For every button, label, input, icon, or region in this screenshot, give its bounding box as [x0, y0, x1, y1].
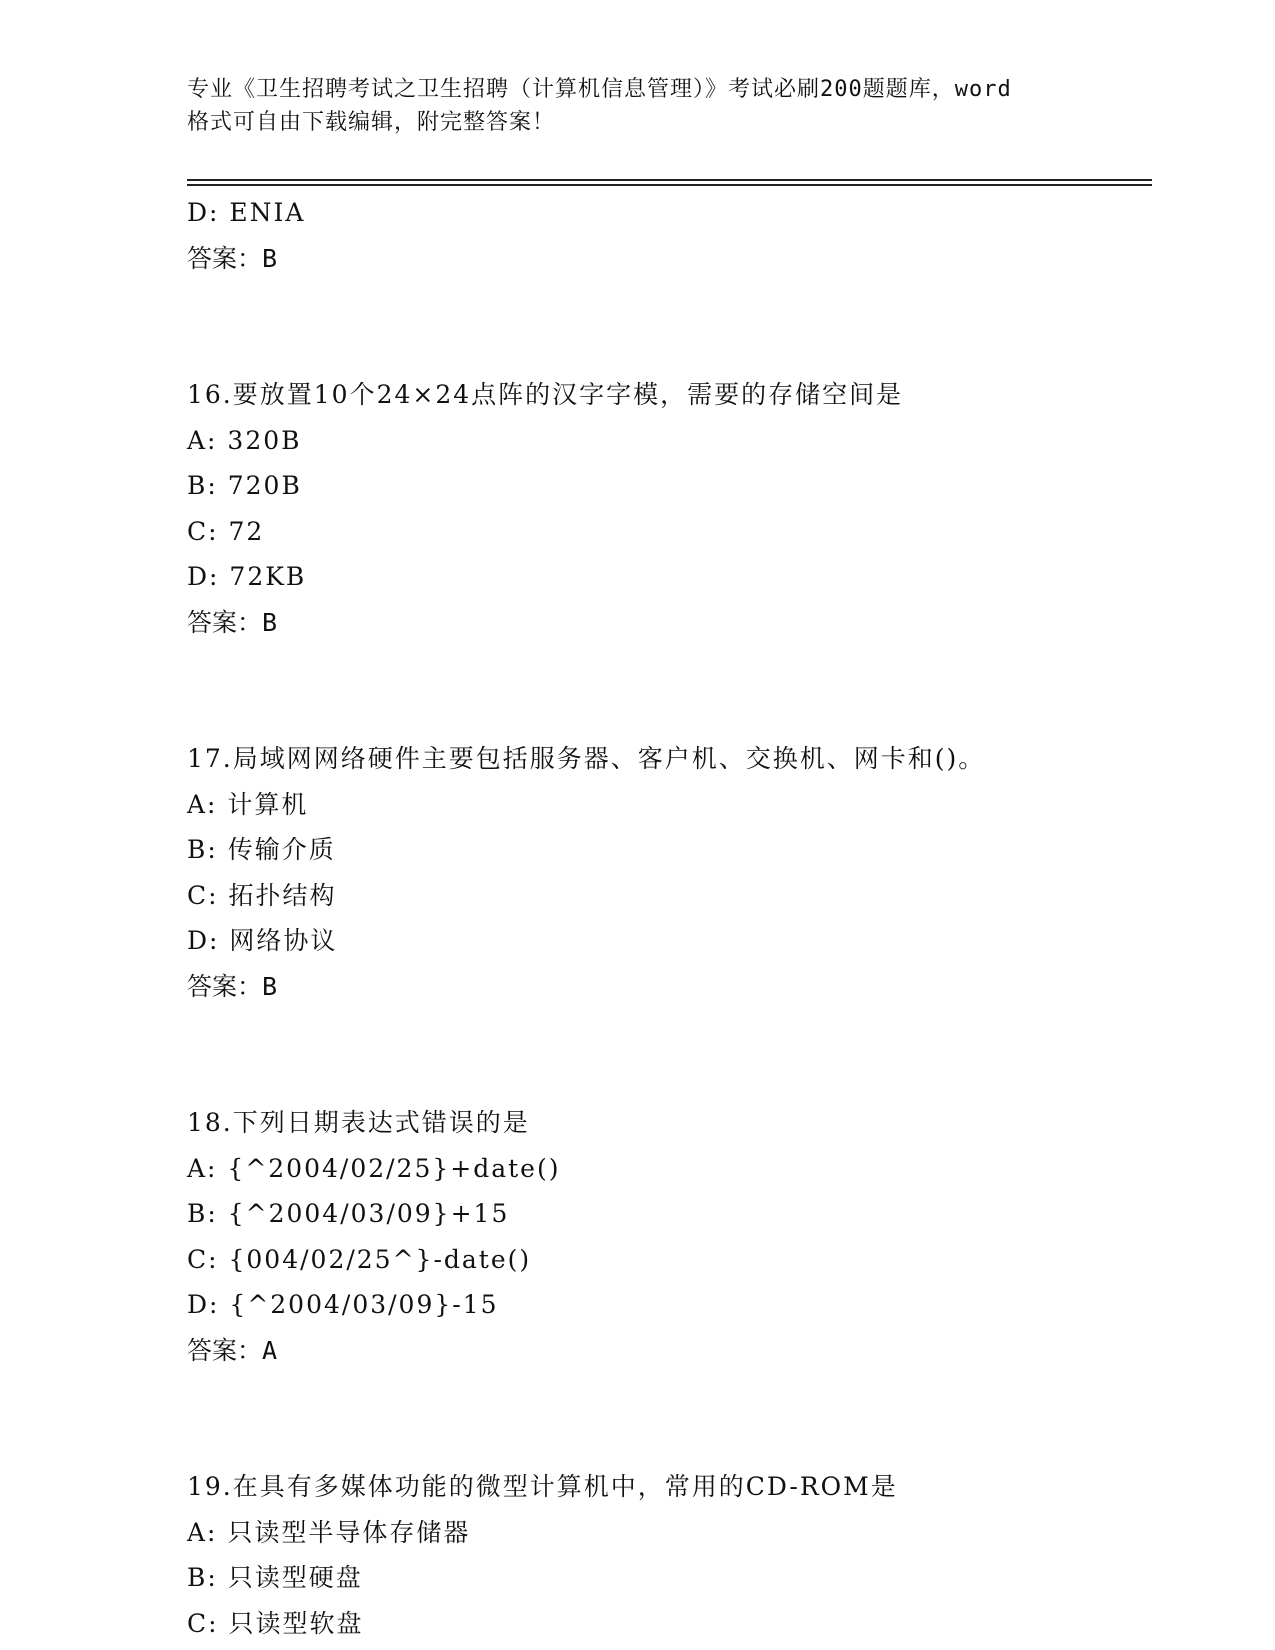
question-stem: 19.在具有多媒体功能的微型计算机中，常用的CD-ROM是: [187, 1472, 898, 1501]
option-c: C: 只读型软盘: [187, 1608, 364, 1638]
spacer: [187, 645, 1167, 736]
option-d: D: 72KB: [187, 562, 307, 591]
answer-line: 答案：B: [187, 971, 278, 1001]
option-a: A: {^2004/02/25}+date(): [187, 1153, 561, 1183]
option-c: C: {004/02/25^}-date(): [187, 1244, 532, 1274]
option-a: A: 只读型半导体存储器: [187, 1517, 471, 1547]
header-divider-bottom: [187, 184, 1152, 186]
option-b: B: {^2004/03/09}+15: [187, 1199, 510, 1228]
option-b: B: 传输介质: [187, 835, 336, 864]
question-16: [187, 372, 1167, 645]
answer-line: 答案：A: [187, 1335, 278, 1365]
option-c: C: 72: [187, 516, 265, 546]
header-divider-top: [187, 179, 1152, 181]
question-19: [187, 1464, 1167, 1646]
answer-line: 答案：B: [187, 607, 278, 637]
option-b: B: 720B: [187, 471, 302, 500]
question-stem: 16.要放置10个24×24点阵的汉字字模，需要的存储空间是: [187, 380, 904, 409]
spacer: [187, 281, 1167, 372]
spacer: [187, 1373, 1167, 1464]
option-a: A: 320B: [187, 425, 302, 455]
option-a: A: 计算机: [187, 789, 309, 819]
option-c: C: 拓扑结构: [187, 880, 337, 910]
question-18: [187, 1100, 1167, 1373]
spacer: [187, 1009, 1167, 1100]
option-d: D: ENIA: [187, 198, 306, 227]
question-list: [187, 190, 1167, 1646]
option-d: D: {^2004/03/09}-15: [187, 1290, 499, 1319]
header-line-2: 格式可自由下载编辑，附完整答案！: [187, 110, 556, 135]
answer-line: 答案：B: [187, 243, 278, 273]
question-stem: 18.下列日期表达式错误的是: [187, 1108, 530, 1137]
question-stem: 17.局域网网络硬件主要包括服务器、客户机、交换机、网卡和()。: [187, 744, 986, 773]
document-header: [187, 73, 1087, 139]
previous-question-tail: [187, 190, 1167, 281]
header-line-1: 专业《卫生招聘考试之卫生招聘（计算机信息管理）》考试必刷200题题库，word: [187, 77, 1012, 102]
option-b: B: 只读型硬盘: [187, 1563, 363, 1592]
option-d: D: 网络协议: [187, 926, 338, 955]
question-17: [187, 736, 1167, 1009]
